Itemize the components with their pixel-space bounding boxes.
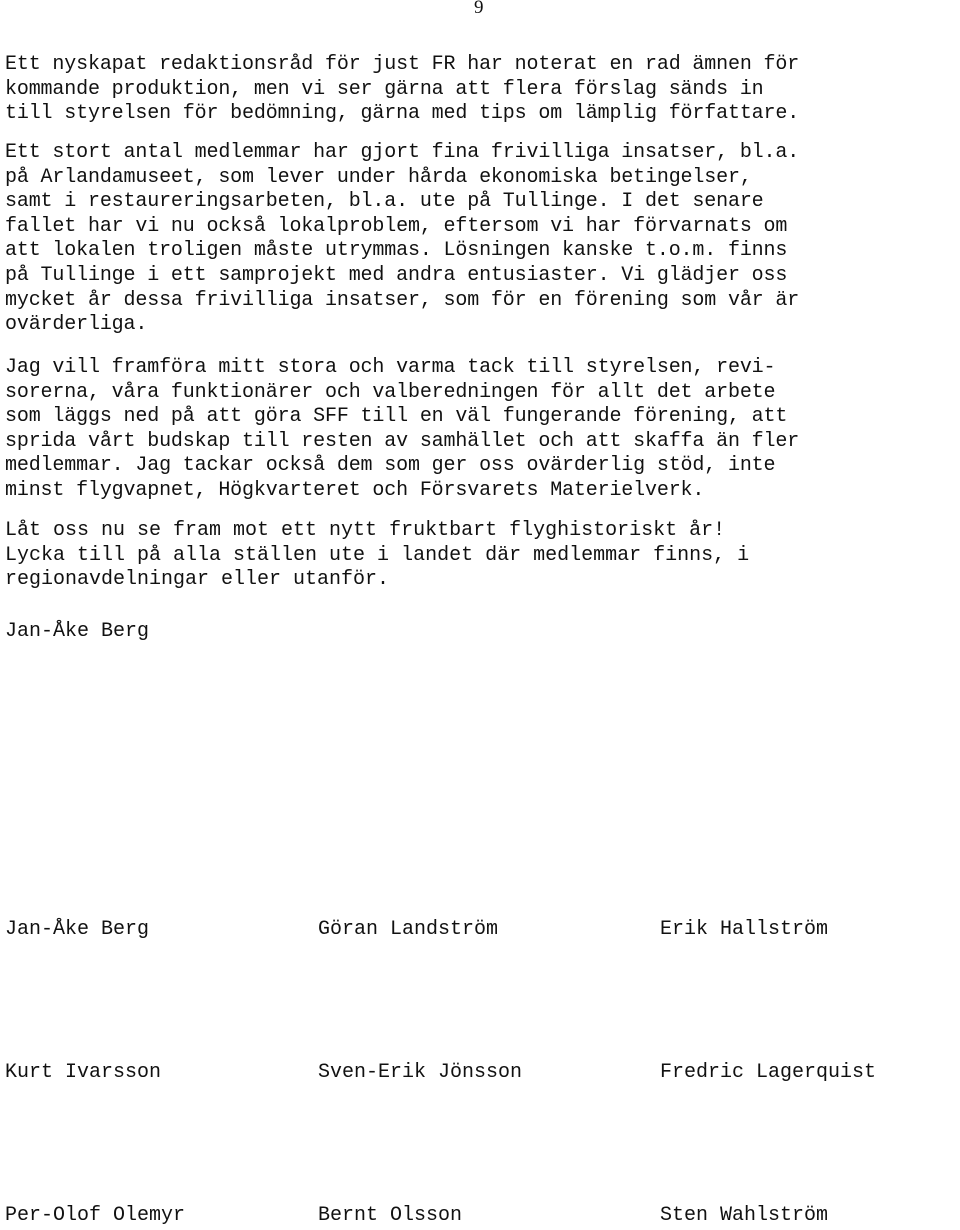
paragraph-thanks: Jag vill framföra mitt stora och varma tack till styrelsen, revi- sorerna, våra funktionärer och valberedningen för allt det arbete som läggs ned på att göra SFF till en väl fungerande förening, att sprida vårt budskap till resten av samhället och att skaffa än fler medlemmar. Jag tackar också dem som ger oss ovärderlig stöd, inte minst flygvapnet, Högkvarteret och Försvarets Materielverk. [5, 356, 800, 502]
signature-name: Erik Hallström [660, 918, 829, 941]
signature-name: Fredric Lagerquist [660, 1061, 877, 1084]
page-number: 9 [474, 0, 484, 18]
signature-name: Sten Wahlström [660, 1204, 829, 1227]
paragraph-volunteer-efforts: Ett stort antal medlemmar har gjort fina frivilliga insatser, bl.a. på Arlandamuseet, som lever under hårda ekonomiska betingelser, samt i restaureringsarbeten, bl.a. ute på Tullinge. I det senare fallet har vi nu också lokalproblem, eftersom vi har förvarnats om att lokalen troligen måste utrymmas. Lösningen kanske t.o.m. finns på Tullinge i ett samprojekt med andra entusiaster. Vi glädjer oss mycket år dessa frivilliga insatser, som för en förening som vår är ovärderliga. [5, 141, 800, 337]
signature-name: Per-Olof Olemyr [5, 1204, 186, 1227]
signature-name: Göran Landström [318, 918, 499, 941]
signature-name: Bernt Olsson [318, 1204, 463, 1227]
author-signature: Jan-Åke Berg [5, 620, 150, 643]
paragraph-editorial-council: Ett nyskapat redaktionsråd för just FR har noterat en rad ämnen för kommande produktion, men vi ser gärna att flera förslag sänds in till styrelsen för bedömning, gärna med tips om lämplig författare. [5, 53, 800, 126]
signature-name: Jan-Åke Berg [5, 918, 150, 941]
signature-name: Sven-Erik Jönsson [318, 1061, 523, 1084]
paragraph-closing: Låt oss nu se fram mot ett nytt fruktbart flyghistoriskt år! Lycka till på alla ställen ute i landet där medlemmar finns, i regionavdelningar eller utanför. [5, 519, 750, 592]
signature-name: Kurt Ivarsson [5, 1061, 162, 1084]
